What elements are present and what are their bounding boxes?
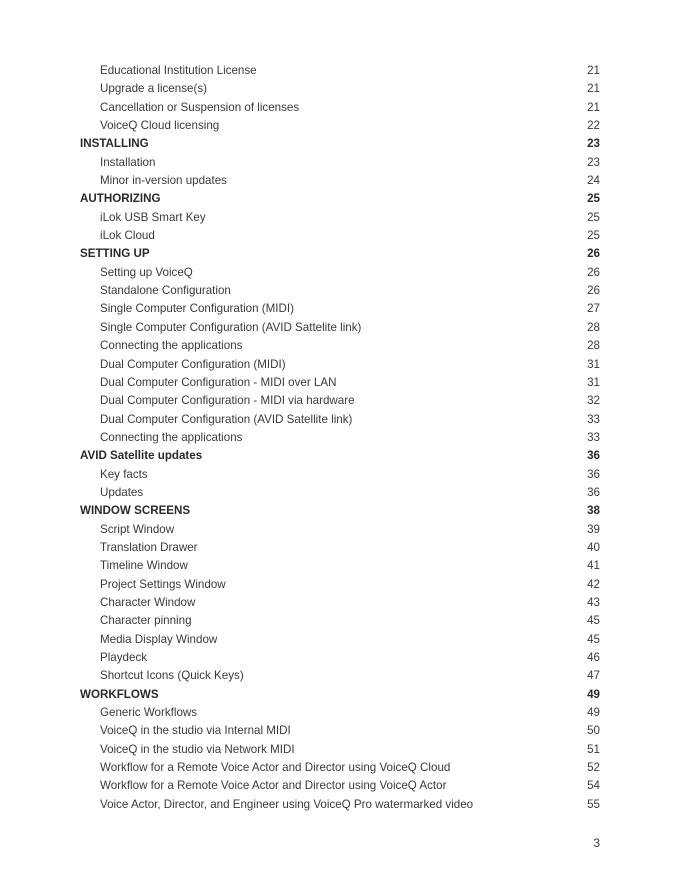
toc-entry[interactable] [80, 264, 600, 282]
toc-entry[interactable] [80, 667, 600, 685]
toc-entry-page: 49 [587, 687, 600, 701]
toc-entry-page: 25 [587, 229, 600, 243]
toc-entry-page: 45 [587, 632, 600, 646]
toc-entry-title: Dual Computer Configuration - MIDI via hardware [100, 394, 355, 408]
toc-entry-page: 50 [587, 724, 600, 738]
toc-section-entry[interactable] [80, 502, 600, 520]
toc-entry-title: SETTING UP [80, 247, 150, 261]
toc-entry[interactable] [80, 612, 600, 630]
toc-entry-page: 55 [587, 797, 600, 811]
toc-entry[interactable] [80, 62, 600, 80]
toc-entry-title: Standalone Configuration [100, 284, 231, 298]
toc-entry-title: WINDOW SCREENS [80, 504, 191, 518]
toc-entry-page: 27 [587, 302, 600, 316]
toc-entry-page: 39 [587, 522, 600, 536]
toc-entry[interactable] [80, 649, 600, 667]
toc-entry-title: AUTHORIZING [80, 192, 161, 206]
toc-entry-title: Key facts [100, 467, 148, 481]
toc-entry[interactable] [80, 117, 600, 135]
toc-entry-title: Workflow for a Remote Voice Actor and Director using VoiceQ Actor [100, 779, 447, 793]
toc-entry[interactable] [80, 300, 600, 318]
toc-entry[interactable] [80, 594, 600, 612]
toc-entry-page: 40 [587, 540, 600, 554]
toc-entry-title: Dual Computer Configuration - MIDI over LAN [100, 375, 337, 389]
toc-entry-title: Single Computer Configuration (MIDI) [100, 302, 294, 316]
toc-entry-page: 23 [587, 137, 600, 151]
toc-entry[interactable] [80, 356, 600, 374]
toc-entry-page: 31 [587, 357, 600, 371]
toc-entry-page: 51 [587, 742, 600, 756]
toc-entry[interactable] [80, 466, 600, 484]
toc-entry-title: Media Display Window [100, 632, 218, 646]
toc-entry-title: Dual Computer Configuration (AVID Satellite link) [100, 412, 353, 426]
toc-entry[interactable] [80, 539, 600, 557]
toc-entry-title: Educational Institution License [100, 64, 257, 77]
toc-entry-title: iLok USB Smart Key [100, 210, 206, 224]
toc-entry-page: 47 [587, 669, 600, 683]
toc-entry-title: Upgrade a license(s) [100, 82, 207, 96]
toc-entry-page: 21 [587, 82, 600, 96]
toc-entry[interactable] [80, 484, 600, 502]
toc-entry-title: Voice Actor, Director, and Engineer using VoiceQ Pro watermarked video [100, 797, 474, 811]
toc-entry-title: Setting up VoiceQ [100, 265, 193, 279]
toc-entry-title: Single Computer Configuration (AVID Sattelite link) [100, 320, 362, 334]
toc-entry-title: Workflow for a Remote Voice Actor and Director using VoiceQ Cloud [100, 761, 451, 775]
toc-entry-title: VoiceQ Cloud licensing [100, 119, 220, 133]
toc-entry-page: 33 [587, 412, 600, 426]
toc-entry[interactable] [80, 759, 600, 777]
toc-entry-page: 28 [587, 320, 600, 334]
toc-entry[interactable] [80, 392, 600, 410]
toc-entry-title: VoiceQ in the studio via Network MIDI [100, 742, 295, 756]
toc-entry[interactable] [80, 99, 600, 117]
toc-entry-page: 49 [587, 706, 600, 720]
toc-entry-title: AVID Satellite updates [80, 449, 203, 463]
toc-section-entry[interactable] [80, 447, 600, 465]
toc-entry-title: Script Window [100, 522, 175, 536]
toc-entry-page: 23 [587, 155, 600, 169]
toc-section-entry[interactable] [80, 190, 600, 208]
page-number: 3 [593, 836, 600, 850]
toc-entry-title: Translation Drawer [100, 540, 198, 554]
toc-entry[interactable] [80, 337, 600, 355]
toc-entry-title: Connecting the applications [100, 430, 243, 444]
toc-entry[interactable] [80, 576, 600, 594]
toc-entry-title: Playdeck [100, 651, 148, 664]
toc-section-entry[interactable] [80, 686, 600, 704]
toc-entry-page: 33 [587, 430, 600, 444]
toc-section-entry[interactable] [80, 135, 600, 153]
toc-entry-title: Generic Workflows [100, 706, 198, 720]
toc-entry-title: Timeline Window [100, 559, 188, 573]
toc-entry-page: 54 [587, 779, 600, 793]
toc-entry-page: 38 [587, 504, 600, 518]
toc-entry[interactable] [80, 521, 600, 539]
toc-entry[interactable] [80, 80, 600, 98]
toc-entry-title: WORKFLOWS [80, 687, 159, 701]
toc-entry-page: 26 [587, 247, 600, 261]
toc-entry[interactable] [80, 796, 600, 814]
toc-entry-title: Minor in-version updates [100, 174, 227, 188]
toc-entry-page: 28 [587, 339, 600, 353]
toc-entry[interactable] [80, 411, 600, 429]
toc-section-entry[interactable] [80, 245, 600, 263]
toc-entry-title: Cancellation or Suspension of licenses [100, 100, 300, 114]
toc-entry-page: 45 [587, 614, 600, 628]
toc-entry-title: Shortcut Icons (Quick Keys) [100, 669, 244, 683]
toc-entry-page: 31 [587, 375, 600, 389]
toc-entry-page: 42 [587, 577, 600, 591]
toc-entry-page: 25 [587, 192, 600, 206]
toc-entry[interactable] [80, 374, 600, 392]
toc-entry-page: 32 [587, 394, 600, 408]
toc-entry-page: 43 [587, 595, 600, 609]
toc-entry-page: 25 [587, 210, 600, 224]
toc-entry[interactable] [80, 741, 600, 759]
toc-entry-page: 26 [587, 265, 600, 279]
toc-entry-page: 41 [587, 559, 600, 573]
toc-entry[interactable] [80, 227, 600, 245]
toc-entry[interactable] [80, 319, 600, 337]
toc-entry[interactable] [80, 172, 600, 190]
toc-entry[interactable] [80, 282, 600, 300]
toc-entry[interactable] [80, 429, 600, 447]
toc-entry-title: iLok Cloud [100, 229, 155, 243]
toc-entry-title: VoiceQ in the studio via Internal MIDI [100, 724, 291, 738]
toc-entry-page: 36 [587, 485, 600, 499]
toc-entry[interactable] [80, 777, 600, 795]
table-of-contents [80, 62, 600, 814]
toc-entry-title: Connecting the applications [100, 339, 243, 353]
toc-entry-page: 36 [587, 467, 600, 481]
toc-entry[interactable] [80, 154, 600, 172]
toc-entry[interactable] [80, 631, 600, 649]
toc-entry-title: Updates [100, 485, 144, 499]
toc-entry-page: 21 [587, 64, 600, 77]
toc-entry-page: 46 [587, 651, 600, 664]
toc-entry-page: 22 [587, 119, 600, 133]
toc-entry-page: 24 [587, 174, 600, 188]
toc-entry-page: 36 [587, 449, 600, 463]
toc-entry-page: 52 [587, 761, 600, 775]
toc-entry-title: Dual Computer Configuration (MIDI) [100, 357, 286, 371]
toc-entry[interactable] [80, 722, 600, 740]
toc-entry[interactable] [80, 209, 600, 227]
toc-entry-title: INSTALLING [80, 137, 149, 151]
toc-entry-page: 26 [587, 284, 600, 298]
toc-entry-title: Installation [100, 155, 156, 169]
toc-entry-title: Project Settings Window [100, 577, 226, 591]
toc-entry-page: 21 [587, 100, 600, 114]
toc-entry[interactable] [80, 557, 600, 575]
toc-entry-title: Character Window [100, 595, 196, 609]
toc-entry-title: Character pinning [100, 614, 192, 628]
toc-entry[interactable] [80, 704, 600, 722]
